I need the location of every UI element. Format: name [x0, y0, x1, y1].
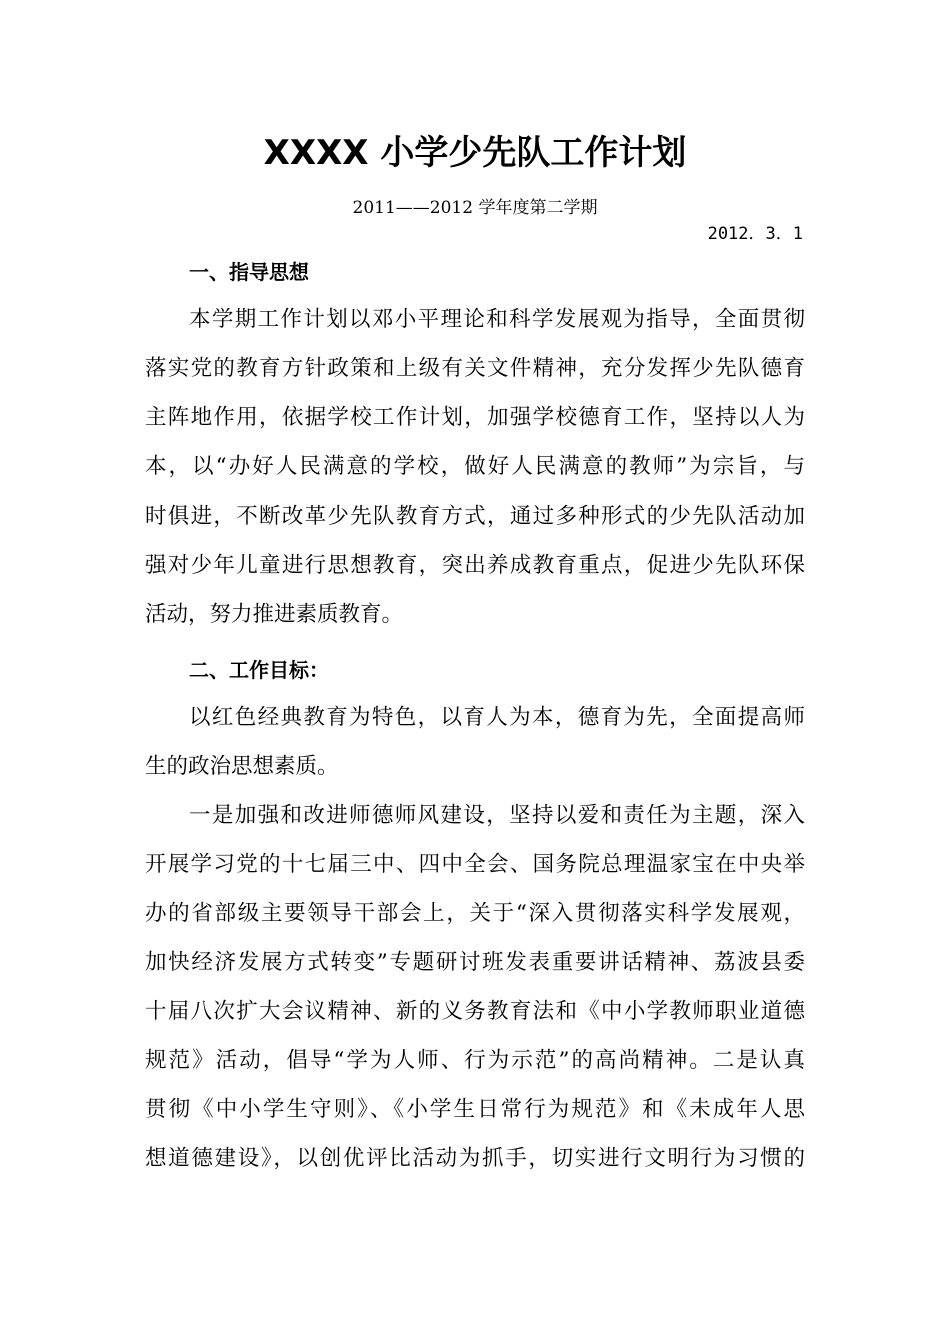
paragraph-line: 以红色经典教育为特色，以育人为本，德育为先，全面提高师 — [189, 705, 805, 730]
paragraph-line: 十届八次扩大会议精神、新的义务教育法和《中小学教师职业道德 — [145, 999, 805, 1024]
paragraph-line: 贯彻《中小学生守则》、《小学生日常行为规范》和《未成年人思 — [145, 1097, 805, 1122]
paragraph-line: 生的政治思想素质。 — [145, 754, 339, 779]
paragraph-line: 本学期工作计划以邓小平理论和科学发展观为指导，全面贯彻 — [189, 307, 805, 332]
paragraph-line: 落实党的教育方针政策和上级有关文件精神，充分发挥少先队德育 — [145, 356, 805, 381]
paragraph-line: 时俱进，不断改革少先队教育方式，通过多种形式的少先队活动加 — [145, 504, 805, 529]
paragraph-line: 主阵地作用，依据学校工作计划，加强学校德育工作，坚持以人为 — [145, 405, 805, 430]
paragraph-line: 开展学习党的十七届三中、四中全会、国务院总理温家宝在中央举 — [145, 852, 805, 877]
paragraph-line: 规范》活动，倡导“学为人师、行为示范”的高尚精神。二是认真 — [145, 1048, 805, 1073]
document-subtitle: 2011——2012 学年度第二学期 — [352, 198, 598, 218]
paragraph-line: 活动，努力推进素质教育。 — [145, 602, 404, 627]
document-title: XXXX 小学少先队工作计划 — [263, 133, 687, 173]
paragraph-line: 想道德建设》，以创优评比活动为抓手，切实进行文明行为习惯的 — [145, 1146, 805, 1171]
section-heading-guiding-ideology: 一、指导思想 — [189, 260, 309, 284]
paragraph-line: 加快经济发展方式转变”专题研讨班发表重要讲话精神、荔波县委 — [145, 950, 805, 975]
paragraph-line: 强对少年儿童进行思想教育，突出养成教育重点，促进少先队环保 — [145, 553, 805, 578]
paragraph-line: 办的省部级主要领导干部会上，关于“深入贯彻落实科学发展观， — [145, 901, 805, 926]
section-heading-work-goals: 二、工作目标： — [189, 658, 329, 682]
document-date: 2012．3．1 — [707, 224, 803, 244]
paragraph-line: 本，以“办好人民满意的学校，做好人民满意的教师”为宗旨，与 — [145, 454, 805, 479]
paragraph-line: 一是加强和改进师德师风建设，坚持以爱和责任为主题，深入 — [189, 803, 805, 828]
